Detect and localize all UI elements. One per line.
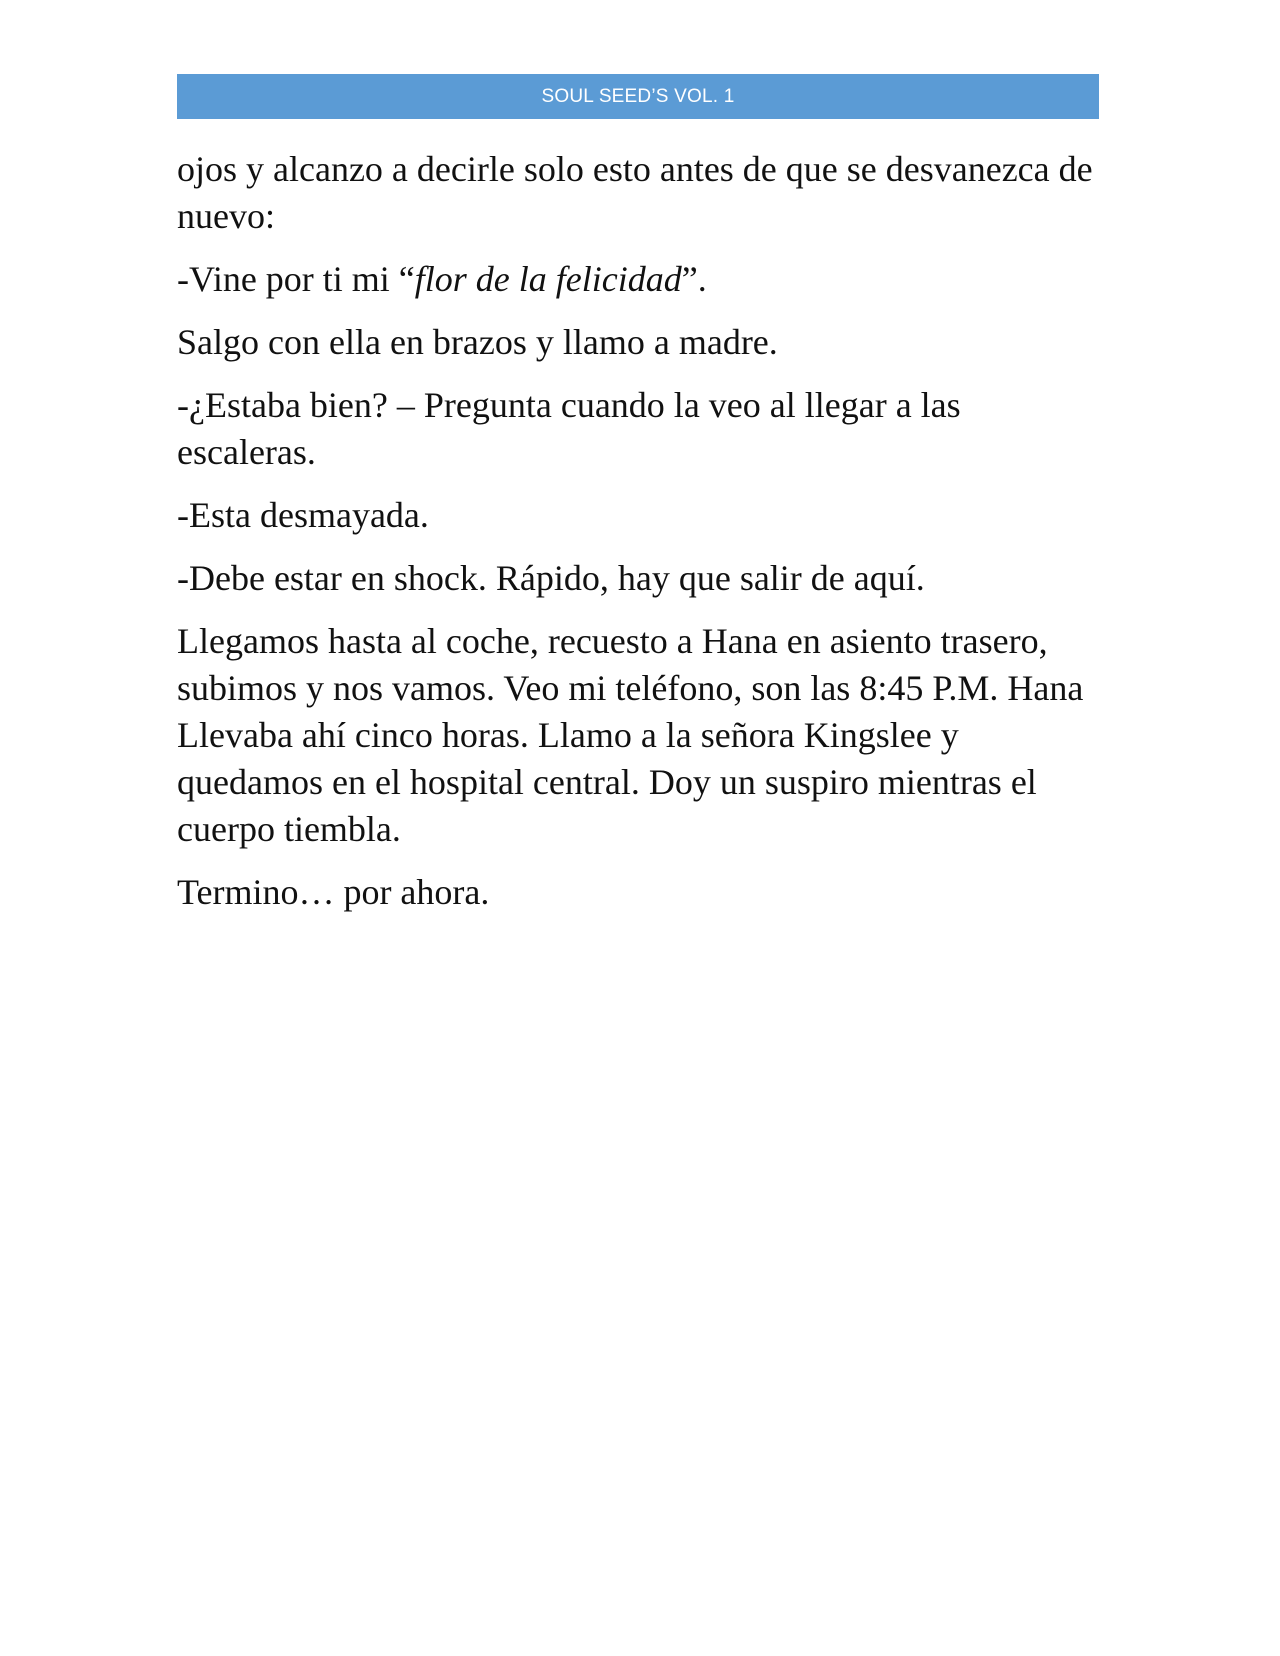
body-text	[177, 146, 1107, 932]
paragraph: -Debe estar en shock. Rápido, hay que salir de aquí.	[177, 558, 925, 598]
paragraph-dialogue	[177, 256, 1107, 303]
header-title: SOUL SEED’S VOL. 1	[541, 85, 735, 107]
dialogue-prefix: -Vine por ti mi “	[177, 259, 415, 299]
paragraph: Termino… por ahora.	[177, 872, 490, 912]
paragraph: -Esta desmayada.	[177, 495, 429, 535]
italic-phrase: flor de la felicidad	[414, 259, 682, 299]
dialogue-suffix: ”.	[681, 259, 707, 299]
paragraph: Salgo con ella en brazos y llamo a madre.	[177, 322, 778, 362]
paragraph: ojos y alcanzo a decirle solo esto antes de que se desvanezca de nuevo:	[177, 149, 1093, 236]
paragraph: Llegamos hasta al coche, recuesto a Hana en asiento trasero, subimos y nos vamos. Veo mi teléfono, son las 8:45 P.M. Hana Llevaba ahí cinco horas. Llamo a la señora Kingslee y quedamos en el hospital central. Doy un suspiro mientras el cuerpo tiembla.	[177, 621, 1084, 849]
paragraph: -¿Estaba bien? – Pregunta cuando la veo al llegar a las escaleras.	[177, 385, 961, 472]
running-header	[177, 74, 1099, 119]
